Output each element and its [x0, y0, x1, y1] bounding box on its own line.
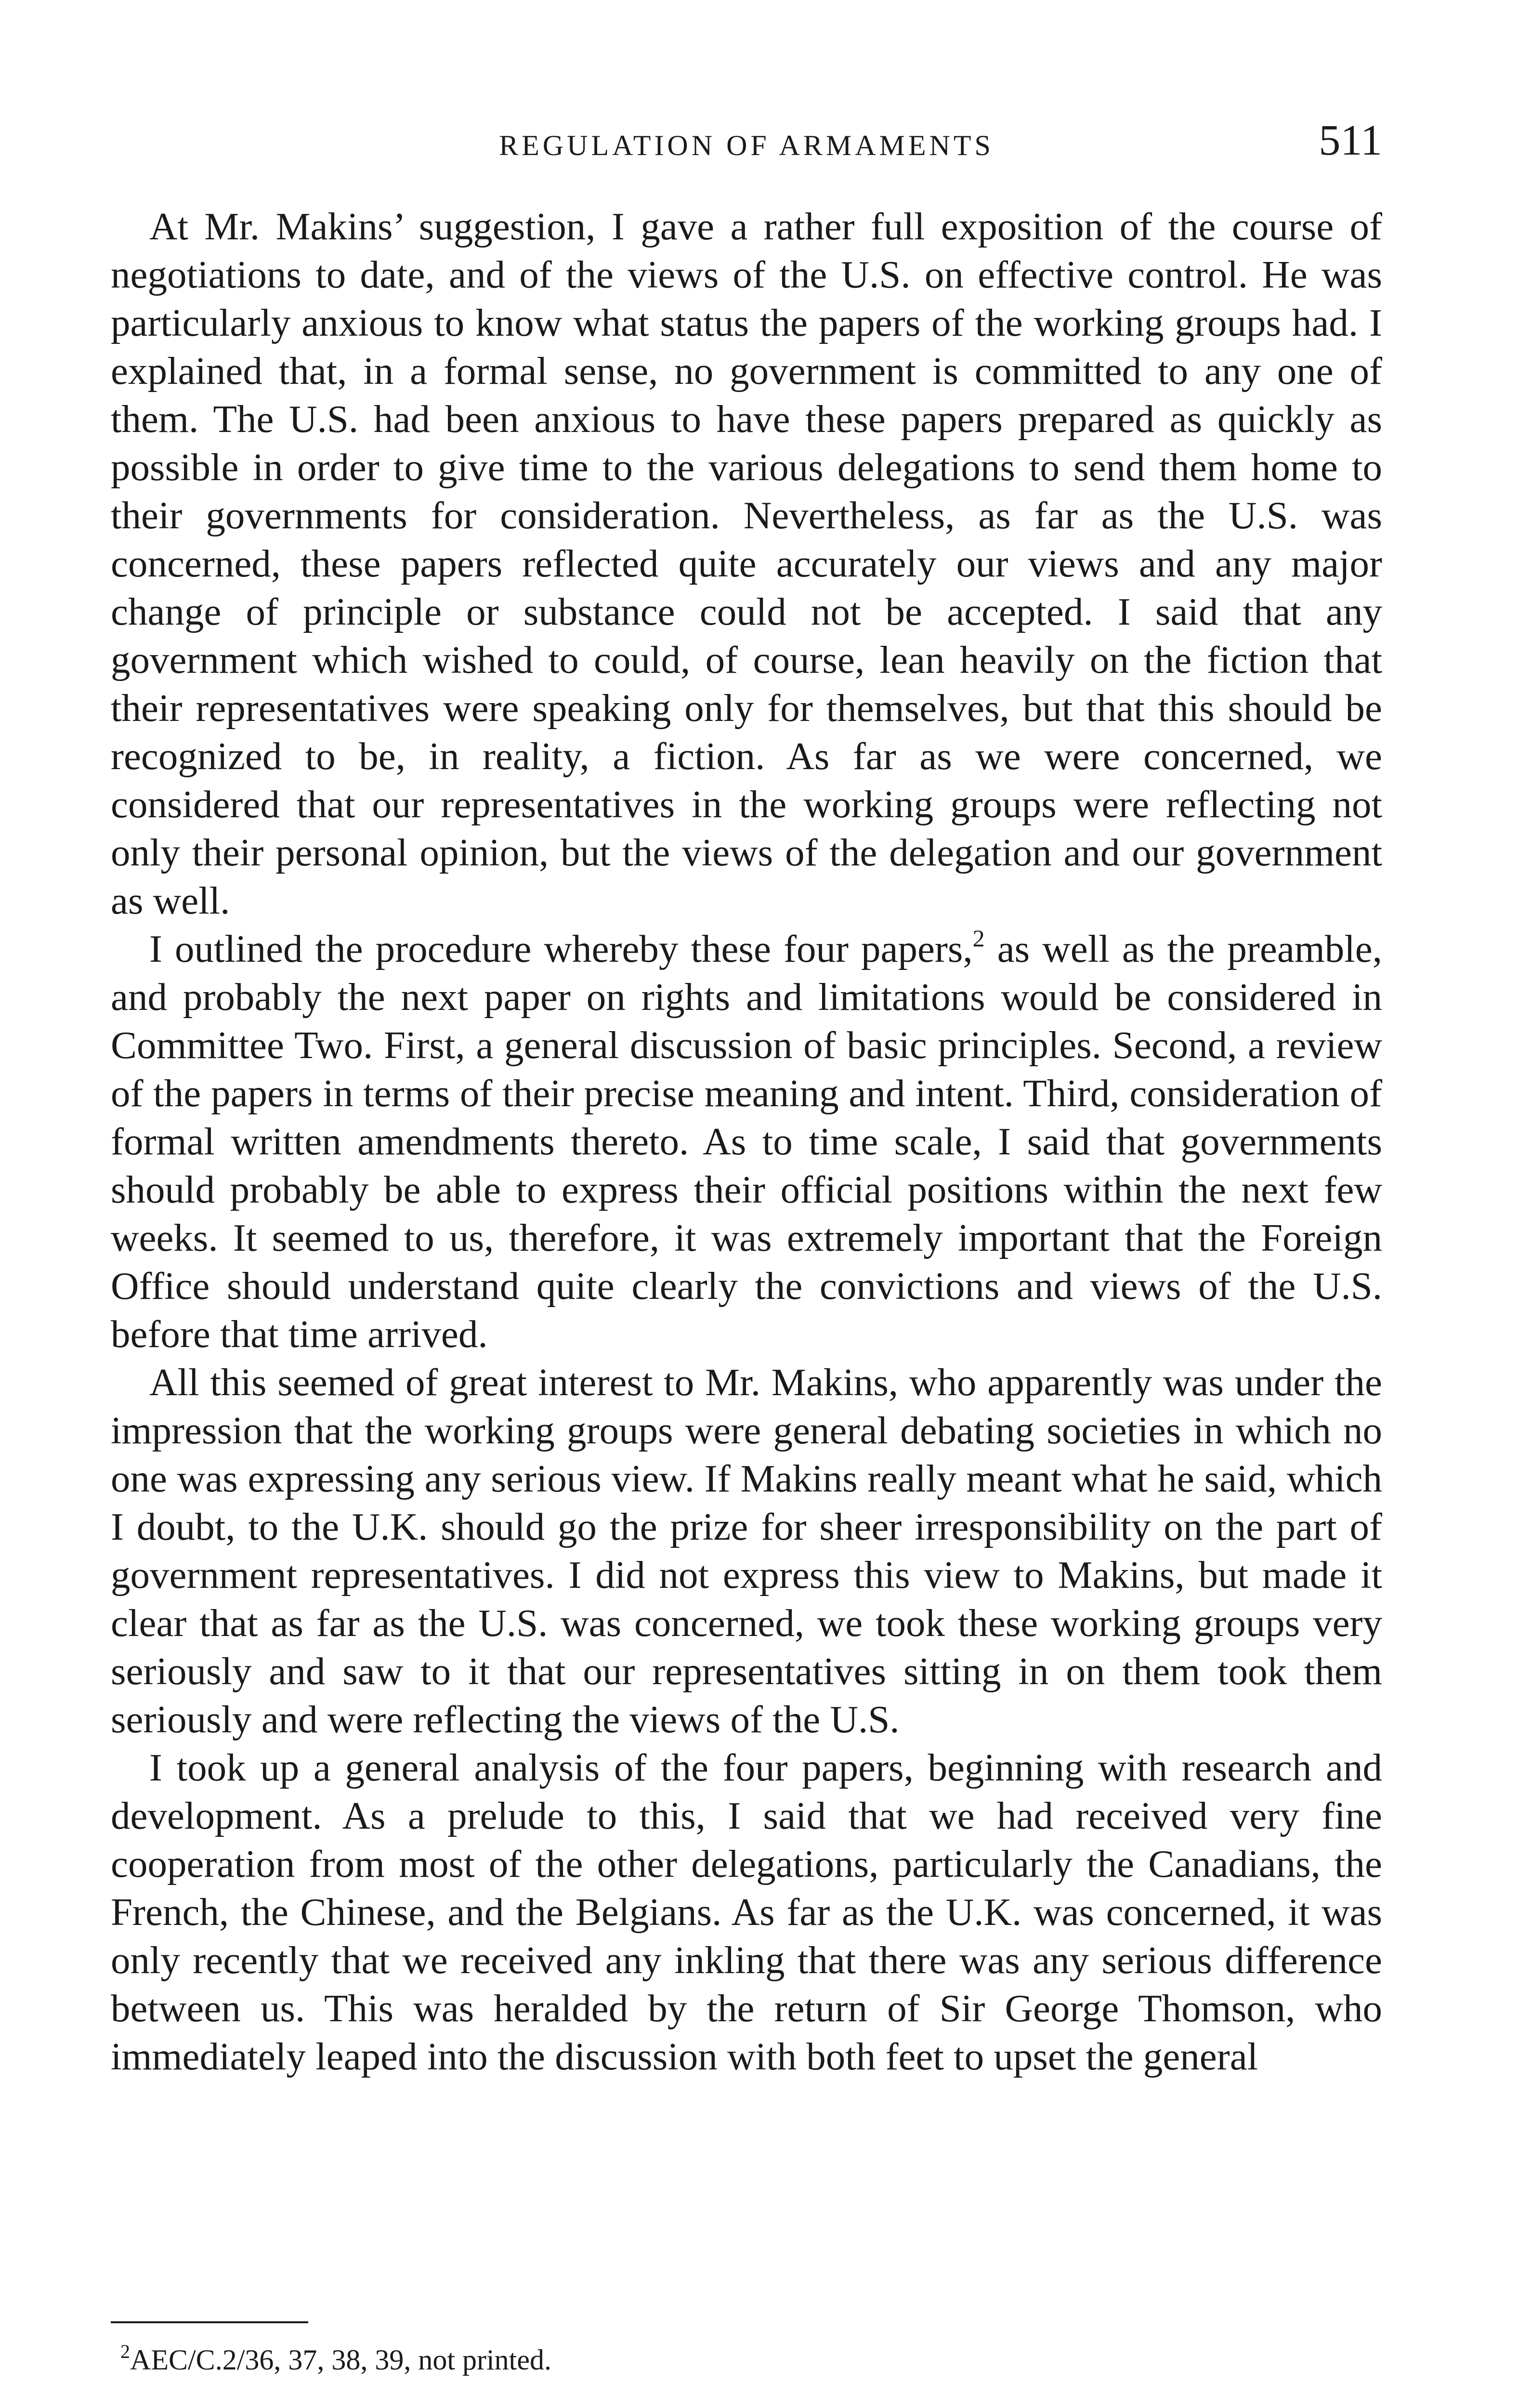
page-number: 511	[1319, 117, 1382, 164]
running-head: REGULATION OF ARMAMENTS	[499, 130, 994, 161]
paragraph-makins-exposition: At Mr. Makins’ suggestion, I gave a rather full exposition of the course of negotiations to date, and of the views of the U.S. on effective control. He was particularly anxious to know what status the papers of the working groups had. I explained that, in a formal sense, no government is committed to any one of them. The U.S. had been anxious to have these papers prepared as quickly as possible in order to give time to the various delegations to send them home to their governments for consideration. Nevertheless, as far as the U.S. was concerned, these papers reflected quite accurately our views and any major change of principle or substance could not be accepted. I said that any government which wished to could, of course, lean heavily on the fiction that their representatives were speaking only for themselves, but that this should be recognized to be, in reality, a fiction. As far as we were concerned, we considered that our representatives in the working groups were reflecting not only their personal opinion, but the views of the delegation and our government as well.	[111, 205, 1382, 922]
paragraph-analysis: I took up a general analysis of the four papers, beginning with research and development. As a prelude to this, I said that we had received very fine cooperation from most of the other delegations, particularly the Canadians, the French, the Chinese, and the Belgians. As far as the U.K. was concerned, it was only recently that we received any inkling that there was any serious difference between us. This was heralded by the return of Sir George Thomson, who immediately leaped into the discussion with both feet to upset the general	[111, 1746, 1382, 2078]
body-text	[111, 202, 1382, 2081]
paragraph-working-groups: All this seemed of great interest to Mr. Makins, who apparently was under the impression that the working groups were general debating societies in which no one was expressing any serious view. If Makins really meant what he said, which I doubt, to the U.K. should go the prize for sheer irresponsibility on the part of government representatives. I did not express this view to Makins, but made it clear that as far as the U.S. was concerned, we took these working groups very seriously and saw to it that our representatives sitting in on them took them seriously and were reflecting the views of the U.S.	[111, 1361, 1382, 1741]
page-header	[111, 116, 1382, 169]
paragraph-procedure	[111, 925, 1382, 1358]
footnote-text: AEC/C.2/36, 37, 38, 39, not printed.	[130, 2344, 551, 2376]
footnote-rule	[111, 2321, 308, 2323]
footnote-reference: 2	[972, 925, 985, 952]
footnote	[120, 2341, 1373, 2379]
footnote-marker: 2	[120, 2341, 130, 2362]
paragraph-procedure-text-after: as well as the preamble, and probably the next paper on rights and limitations would be considered in Committee Two. First, a general discussion of basic principles. Second, a review of the papers in terms of their precise meaning and intent. Third, consideration of formal written amendments thereto. As to time scale, I said that governments should probably be able to express their official positions within the next few weeks. It seemed to us, therefore, it was extremely important that the Foreign Office should understand quite clearly the convictions and views of the U.S. before that time arrived.	[111, 927, 1382, 1356]
paragraph-procedure-text-before: I outlined the procedure whereby these four papers,	[149, 927, 973, 970]
